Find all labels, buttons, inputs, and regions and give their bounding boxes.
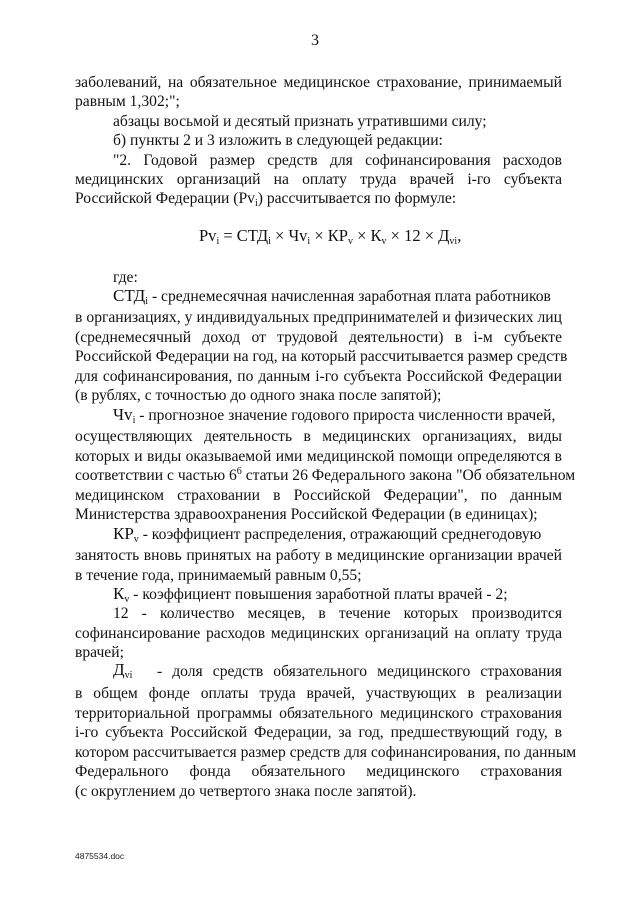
text-line: - доля средств обязательного медицинского страхования: [157, 663, 562, 680]
text-line: софинансирование расходов медицинских организаций на оплату труда: [75, 625, 562, 642]
text-line: Российской Федерации $(Pv_i)$ рассчитывается по формуле:: [75, 190, 457, 209]
definition-k: $К_v$ - коэффициент повышения заработной платы врачей - 2;: [113, 584, 508, 605]
text-line: "2. Годовой размер средств для софинансирования расходов: [113, 152, 562, 169]
definition-d-symbol: $Д_{vi}$: [113, 660, 133, 681]
text-line: (в рублях, с точностью до одного знака после запятой);: [75, 387, 442, 404]
text-line: где:: [113, 269, 138, 286]
text-line: в организациях, у индивидуальных предпринимателей и физических лиц: [75, 309, 562, 326]
text-line: (с округлением до четвертого знака после запятой).: [75, 783, 417, 800]
definition-kr: $КР_v$ - коэффициент распределения, отражающий среднегодовую: [113, 524, 542, 545]
text-line: соответствии с частью $6^6$ статьи 26 Федерального закона "Об обязательном: [75, 466, 576, 484]
text-line: занятость вновь принятых на работу в медицинские организации врачей: [75, 547, 562, 564]
text-line: для софинансирования, по данным i-го субъекта Российской Федерации: [75, 368, 562, 385]
text-line: врачей;: [75, 644, 124, 661]
text-line: котором рассчитывается размер средств для софинансирования, по данным: [75, 744, 577, 761]
text-line: Министерства здравоохранения Российской Федерации (в единицах);: [75, 506, 538, 523]
formula: $Pv_i = СТД_i \times Чv_i \times КР_v \times К_v \times 12 \times Д_{vi}$,: [199, 226, 462, 247]
definition-chv: $Чv_i$ - прогнозное значение годового прироста численности врачей,: [113, 405, 556, 426]
text-line: осуществляющих деятельность в медицинских организациях, виды: [75, 428, 562, 445]
text-line: заболеваний, на обязательное медицинское страхование, принимаемый: [75, 74, 562, 91]
text-line: б) пункты 2 и 3 изложить в следующей редакции:: [113, 132, 443, 149]
text-line: i-го субъекта Российской Федерации, за год, предшествующий году, в: [75, 724, 562, 741]
page-number: 3: [311, 32, 319, 49]
definition-months: 12 - количество месяцев, в течение которых производится: [113, 605, 562, 622]
text-line: медицинском страховании в Российской Федерации", по данным: [75, 487, 562, 504]
text-line: территориальной программы обязательного медицинского страхования: [75, 705, 562, 722]
text-line: Российской Федерации на год, на который рассчитывается размер средств: [75, 348, 568, 365]
text-line: в течение года, принимаемый равным 0,55;: [75, 567, 362, 584]
text-line: равным 1,302;";: [75, 93, 180, 110]
definition-std: $СТД_i$ - среднемесячная начисленная заработная плата работников: [113, 286, 551, 307]
text-line: Федерального фонда обязательного медицинского страхования: [75, 763, 562, 780]
text-line: медицинских организаций на оплату труда врачей i-го субъекта: [75, 171, 562, 188]
footer-filename: 4875534.doc: [75, 851, 125, 861]
text-line: абзацы восьмой и десятый признать утратившими силу;: [113, 113, 487, 130]
text-line: в общем фонде оплаты труда врачей, участвующих в реализации: [75, 685, 562, 702]
text-line: которых и виды оказываемой ими медицинской помощи определяются в: [75, 448, 562, 465]
text-line: (среднемесячный доход от трудовой деятельности) в i-м субъекте: [75, 329, 562, 346]
